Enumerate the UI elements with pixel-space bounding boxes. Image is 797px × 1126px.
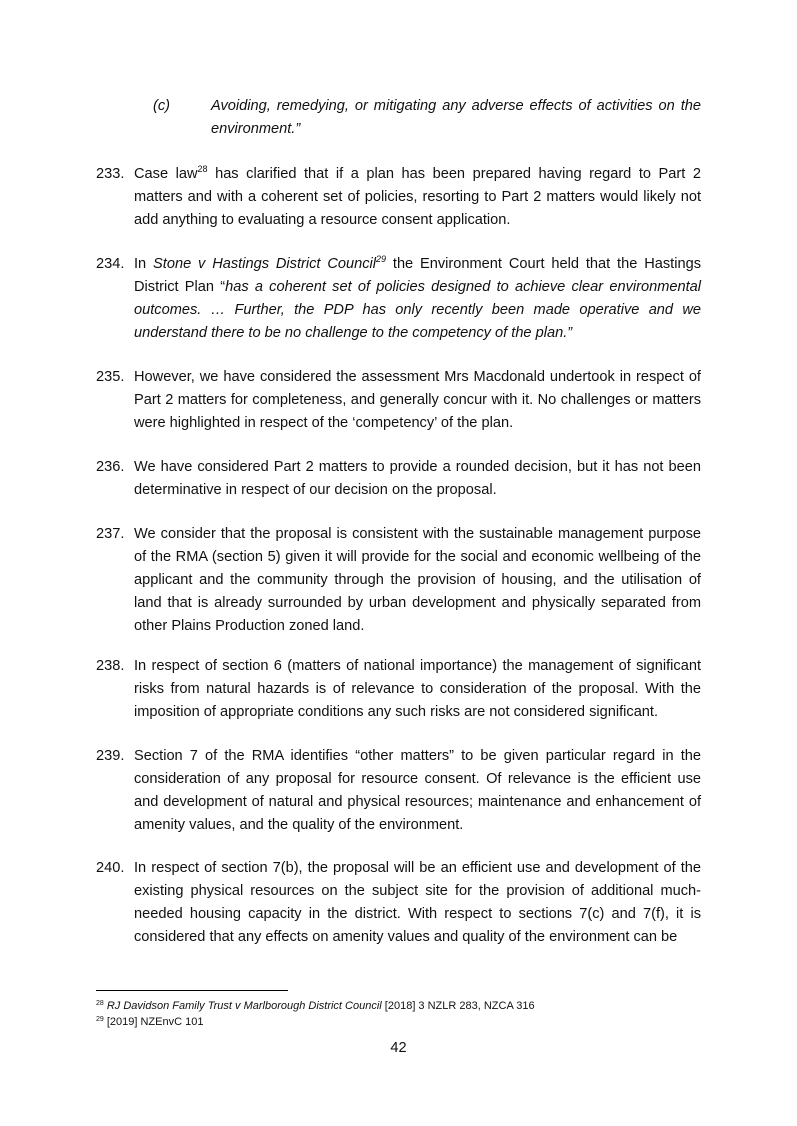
paragraph-235: [96, 366, 701, 435]
paragraph-text: We consider that the proposal is consistent with the sustainable management purpose of the RMA (section 5) given it will provide for the social and economic wellbeing of the applicant and the community through the provision of housing, and the utilisation of land that is already surrounded by urban development and physically separated from other Plains Production zoned land.: [134, 526, 701, 634]
footnote-citation: [2018] 3 NZLR 283, NZCA 316: [381, 1000, 535, 1012]
footnote-28: [96, 999, 535, 1013]
paragraph-number: 240.: [96, 860, 125, 876]
footnote-number: 28: [96, 1000, 104, 1007]
case-name: Stone v Hastings District Council: [153, 256, 376, 272]
paragraph-239: [96, 745, 701, 837]
paragraph-number: 239.: [96, 748, 125, 764]
paragraph-237: [96, 523, 701, 638]
text-run: In: [134, 256, 154, 272]
paragraph-text: In respect of section 6 (matters of national importance) the management of significant risks from natural hazards is of relevance to consideration of the proposal. With the imposition of appropriate conditions any such risks are not considered significant.: [134, 658, 701, 720]
paragraph-text: Section 7 of the RMA identifies “other matters” to be given particular regard in the consideration of any proposal for resource consent. Of relevance is the efficient use and development of natural and physical resources; maintenance and enhancement of amenity values, and the quality of the environment.: [134, 748, 701, 833]
paragraph-240: [96, 857, 701, 949]
footnote-case-name: RJ Davidson Family Trust v Marlborough District Council: [106, 1000, 382, 1012]
text-run: has clarified that if a plan has been prepared having regard to Part 2 matters and with a coherent set of policies, resorting to Part 2 matters would likely not add anything to evaluating a resource consent application.: [134, 166, 701, 228]
paragraph-text: [134, 253, 701, 345]
paragraph-text: [134, 163, 701, 232]
paragraph-text: We have considered Part 2 matters to provide a rounded decision, but it has not been determinative in respect of our decision on the proposal.: [134, 459, 701, 498]
footnote-number: 29: [96, 1016, 104, 1023]
paragraph-number: 235.: [96, 369, 125, 385]
paragraph-236: [96, 456, 701, 502]
paragraph-234: [96, 253, 701, 345]
text-run: the Environment Court held that the Hastings District Plan “: [134, 256, 701, 295]
footnote-ref-29[interactable]: 29: [376, 254, 387, 264]
footnote-ref-28[interactable]: 28: [197, 164, 208, 174]
subclause-text: Avoiding, remedying, or mitigating any adverse effects of activities on the environment.”: [211, 98, 701, 137]
subclause-c: [153, 95, 701, 141]
text-run: Case law: [134, 166, 198, 182]
paragraph-number: 237.: [96, 526, 125, 542]
page-number: 42: [390, 1040, 407, 1056]
paragraph-number: 234.: [96, 256, 125, 272]
paragraph-text: However, we have considered the assessment Mrs Macdonald undertook in respect of Part 2 matters for completeness, and generally concur with it. No challenges or matters were highlighted in respect of the ‘competency’ of the plan.: [134, 369, 701, 431]
paragraph-text: In respect of section 7(b), the proposal will be an efficient use and development of the existing physical resources on the subject site for the provision of additional much-needed housing capacity in the district. With respect to sections 7(c) and 7(f), it is considered that any effects on amenity values and quality of the environment can be: [134, 860, 701, 945]
paragraph-238: [96, 655, 701, 724]
paragraph-number: 236.: [96, 459, 125, 475]
paragraph-233: [96, 163, 701, 232]
footnote-citation: [2019] NZEnvC 101: [103, 1016, 204, 1028]
paragraph-number: 238.: [96, 658, 125, 674]
paragraph-number: 233.: [96, 166, 125, 182]
footnote-divider: [96, 990, 288, 991]
footnote-29: [96, 1015, 203, 1029]
quotation: has a coherent set of policies designed to achieve clear environmental outcomes. … Further, the PDP has only recently been made operative and we understand there to be no challenge to the competency of the plan.”: [134, 279, 701, 341]
subclause-label: (c): [153, 98, 171, 114]
